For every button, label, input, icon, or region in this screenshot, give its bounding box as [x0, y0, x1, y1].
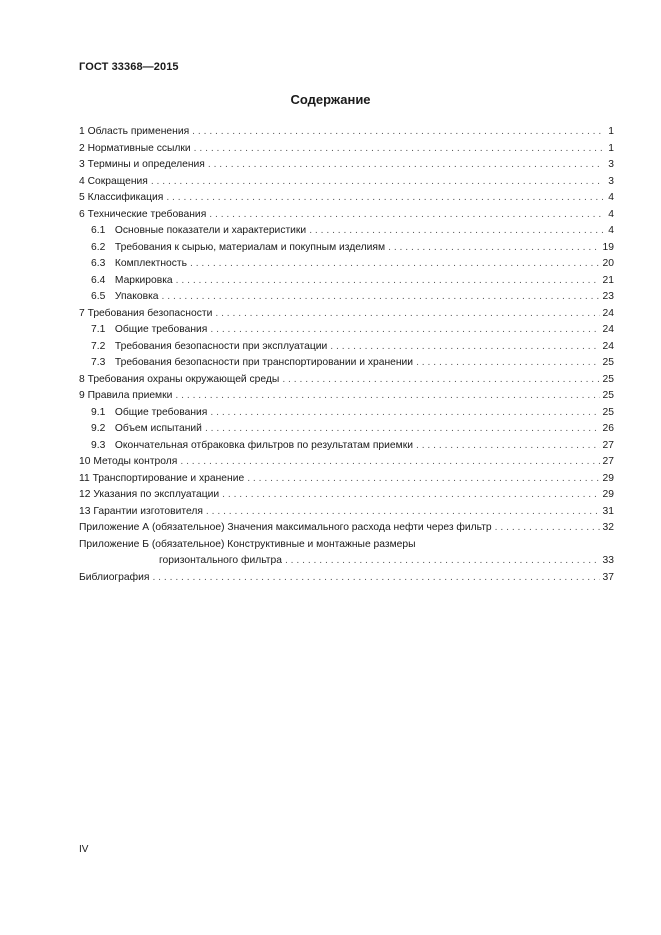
leader-dots	[166, 190, 603, 207]
toc-entry-page: 29	[602, 472, 614, 484]
toc-entry-label: Правила приемки	[87, 390, 173, 401]
toc-subentry[interactable]	[79, 322, 614, 339]
toc-entry-page: 24	[602, 324, 614, 335]
toc-entry[interactable]	[79, 174, 614, 191]
toc-entry-label: Требования безопасности	[87, 307, 213, 319]
toc-entry-label-line1: Приложение Б (обязательное) Конструктивные и монтажные размеры	[79, 538, 416, 550]
toc-entry-page: 24	[602, 307, 614, 319]
toc-subentry[interactable]	[79, 405, 614, 422]
leader-dots	[222, 487, 599, 504]
leader-dots	[176, 273, 600, 290]
toc-entry-number: 9	[79, 390, 85, 401]
toc-entry-number: 13	[79, 505, 91, 517]
toc-entry-label: Требования безопасности при эксплуатации	[114, 340, 328, 352]
toc-entry-number: 7.2	[91, 340, 106, 352]
toc-entry-label: Библиография	[79, 571, 150, 583]
toc-entry-label: Гарантии изготовителя	[93, 505, 203, 517]
page-number: IV	[79, 844, 89, 855]
toc-entry-label: Методы контроля	[93, 456, 178, 467]
leader-dots	[175, 388, 599, 405]
toc-subentry[interactable]	[79, 339, 614, 356]
toc-subentry[interactable]	[79, 438, 614, 455]
toc-entry-appendix-a[interactable]	[79, 520, 614, 537]
toc-entry-page: 1	[608, 142, 614, 154]
toc-entry-page: 20	[602, 258, 614, 269]
toc-entry-label: Окончательная отбраковка фильтров по результатам приемки	[114, 439, 413, 451]
toc-entry-page: 3	[608, 159, 614, 170]
toc-entry-label: Маркировка	[114, 274, 173, 286]
toc-entry-label: Комплектность	[114, 258, 187, 269]
toc-entry-page: 24	[602, 340, 614, 352]
toc-entry[interactable]	[79, 372, 614, 389]
leader-dots	[206, 504, 600, 521]
toc-subentry[interactable]	[79, 355, 614, 372]
toc-entry-number: 9.1	[91, 406, 106, 418]
toc-entry-label: Транспортирование и хранение	[92, 472, 245, 484]
toc-entry-number: 10	[79, 456, 91, 467]
toc-entry-label: Нормативные ссылки	[87, 142, 191, 154]
toc-subentry[interactable]	[79, 240, 614, 257]
toc-entry-number: 6.3	[91, 258, 106, 269]
toc-entry[interactable]	[79, 388, 614, 405]
leader-dots	[180, 454, 599, 471]
table-of-contents	[79, 124, 614, 586]
toc-entry-appendix-b[interactable]	[79, 537, 614, 570]
toc-entry-number: 2	[79, 142, 85, 154]
toc-entry-page: 29	[602, 489, 614, 500]
toc-entry-page: 26	[602, 423, 614, 434]
toc-entry-label: Технические требования	[87, 208, 207, 220]
toc-entry-number: 12	[79, 489, 91, 500]
toc-entry-number: 5	[79, 192, 85, 203]
toc-subentry[interactable]	[79, 273, 614, 290]
toc-entry-number: 6.4	[91, 274, 106, 286]
toc-entry-page: 27	[602, 439, 614, 451]
leader-dots	[162, 289, 600, 306]
toc-entry[interactable]	[79, 487, 614, 504]
toc-entry-page: 23	[602, 291, 614, 302]
toc-entry-page: 31	[602, 505, 614, 517]
toc-entry-page: 4	[608, 225, 614, 236]
toc-entry-number: 11	[79, 472, 90, 484]
toc-entry-page: 4	[608, 208, 614, 220]
leader-dots	[282, 372, 599, 389]
toc-entry-number: 6	[79, 208, 85, 220]
leader-dots	[209, 207, 603, 224]
toc-entry-label: Требования к сырью, материалам и покупным изделиям	[114, 241, 386, 253]
leader-dots	[285, 553, 600, 570]
leader-dots	[330, 339, 599, 356]
toc-entry[interactable]	[79, 471, 614, 488]
toc-entry-page: 33	[602, 555, 614, 566]
toc-subentry[interactable]	[79, 289, 614, 306]
toc-entry-page: 25	[602, 390, 614, 401]
toc-entry[interactable]	[79, 124, 614, 141]
toc-entry-number: 7.1	[91, 324, 106, 335]
leader-dots	[192, 124, 603, 141]
leader-dots	[210, 405, 599, 422]
toc-title: Содержание	[290, 92, 371, 107]
toc-entry-page: 3	[608, 175, 614, 187]
toc-entry-page: 27	[602, 456, 614, 467]
toc-entry-page: 4	[608, 192, 614, 203]
toc-entry-label: Основные показатели и характеристики	[114, 225, 307, 236]
leader-dots	[416, 438, 600, 455]
toc-entry-page: 1	[608, 126, 614, 137]
toc-entry-page: 21	[602, 274, 614, 286]
toc-entry-number: 1	[79, 126, 85, 137]
toc-entry-label: Указания по эксплуатации	[93, 489, 220, 500]
toc-entry-label: Общие требования	[114, 406, 208, 418]
leader-dots	[247, 471, 599, 488]
toc-entry[interactable]	[79, 504, 614, 521]
toc-entry-page: 37	[602, 571, 614, 583]
toc-entry-label: Требования безопасности при транспортировании и хранении	[114, 357, 414, 368]
toc-entry-page: 19	[602, 241, 614, 253]
leader-dots	[190, 256, 600, 273]
toc-entry-page: 25	[602, 357, 614, 368]
toc-entry-page: 32	[602, 522, 614, 533]
leader-dots	[416, 355, 599, 372]
toc-entry[interactable]	[79, 141, 614, 158]
toc-entry-label: Упаковка	[114, 291, 159, 302]
toc-entry-label: Термины и определения	[87, 159, 205, 170]
leader-dots	[309, 223, 603, 240]
toc-entry[interactable]	[79, 306, 614, 323]
toc-entry-number: 6.2	[91, 241, 106, 253]
leader-dots	[208, 157, 603, 174]
toc-entry-number: 3	[79, 159, 85, 170]
toc-entry[interactable]	[79, 207, 614, 224]
toc-entry-label: Общие требования	[114, 324, 208, 335]
leader-dots	[205, 421, 600, 438]
toc-entry-number: 9.3	[91, 439, 106, 451]
toc-entry-number: 9.2	[91, 423, 106, 434]
toc-entry-page: 25	[602, 373, 614, 385]
leader-dots	[495, 520, 600, 537]
toc-subentry[interactable]	[79, 223, 614, 240]
toc-entry[interactable]	[79, 190, 614, 207]
document-id: ГОСТ 33368—2015	[79, 61, 179, 73]
toc-entry-bibliography[interactable]	[79, 570, 614, 587]
toc-entry-page: 25	[602, 406, 614, 418]
toc-entry-label: Объем испытаний	[114, 423, 202, 434]
toc-subentry[interactable]	[79, 421, 614, 438]
toc-entry-number: 8	[79, 373, 85, 385]
leader-dots	[194, 141, 603, 158]
toc-entry-label-line2: горизонтального фильтра	[159, 555, 282, 566]
leader-dots	[151, 174, 603, 191]
toc-entry-number: 6.5	[91, 291, 106, 302]
toc-entry-number: 7	[79, 307, 85, 319]
toc-entry-label: Область применения	[87, 126, 190, 137]
toc-entry-number: 7.3	[91, 357, 106, 368]
leader-dots	[210, 322, 599, 339]
leader-dots	[215, 306, 599, 323]
toc-entry-label: Сокращения	[87, 175, 148, 187]
toc-entry-number: 6.1	[91, 225, 106, 236]
toc-entry[interactable]	[79, 157, 614, 174]
toc-entry-label: Классификация	[87, 192, 164, 203]
toc-entry-number: 4	[79, 175, 85, 187]
toc-subentry[interactable]	[79, 256, 614, 273]
toc-entry[interactable]	[79, 454, 614, 471]
leader-dots	[388, 240, 599, 257]
leader-dots	[152, 570, 599, 587]
toc-entry-label: Приложение А (обязательное) Значения максимального расхода нефти через фильтр	[79, 522, 492, 533]
toc-entry-label: Требования охраны окружающей среды	[87, 373, 280, 385]
